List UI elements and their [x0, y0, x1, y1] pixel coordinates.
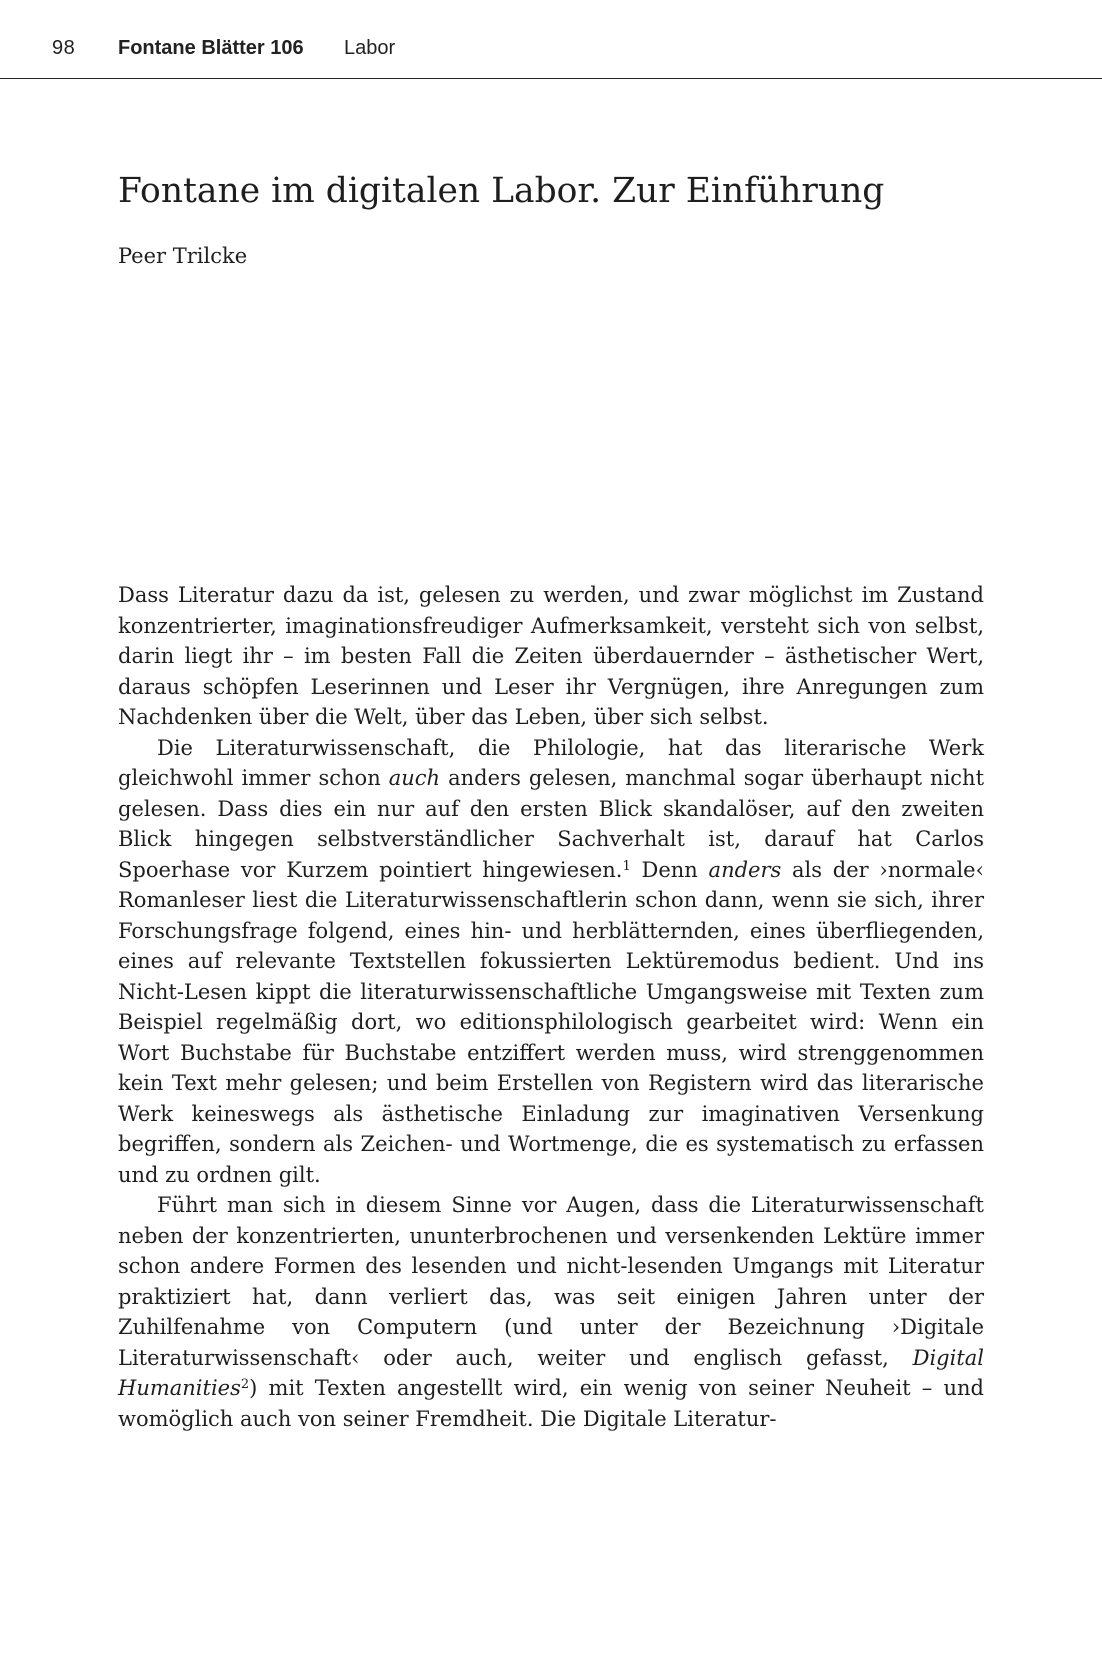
- article-body: [118, 580, 984, 1434]
- paragraph-2-text-a: Die Literaturwissenschaft, die Philologie, hat das literarische Werk gleichwohl immer schon: [118, 735, 984, 790]
- section-label: Labor: [344, 37, 396, 59]
- article-title: Fontane im digitalen Labor. Zur Einführung: [118, 171, 885, 211]
- paragraph-1: Dass Literatur dazu da ist, gelesen zu werden, und zwar möglichst im Zustand konzentrierter, imaginationsfreudiger Aufmerksamkeit, versteht sich von selbst, darin liegt ihr – im besten Fall die Zeiten überdauernder – ästhetischer Wert, daraus schöpfen Leserinnen und Leser ihr Vergnügen, ihre Anregungen zum Nachdenken über die Welt, über das Leben, über sich selbst.: [118, 583, 984, 729]
- paragraph-2-text-b: anders gelesen, manchmal sogar überhaupt nicht gelesen. Dass dies ein nur auf den ersten Blick skandalöser, auf den zweiten Blick hingegen selbstverständlicher Sachverhalt ist, darauf hat Carlos Spoerhase vor Kurzem pointiert hingewiesen.: [118, 766, 985, 882]
- running-head: [0, 0, 1102, 79]
- paragraph-3-emphasis-digital-humanities: Digital Humanities: [118, 1345, 984, 1400]
- paragraph-2-text-d: als der ›normale‹ Romanleser liest die Literaturwissenschaftlerin schon dann, wenn sie sich, ihrer Forschungsfrage folgend, eines hin- und herblätternden, eines überfliegenden, eines auf relevante Textstellen fokussierten Lektüremodus bedient. Und ins Nicht-Lesen kippt die literaturwissenschaftliche Umgangsweise mit Texten zum Beispiel regelmäßig dort, wo editionsphilologisch gearbeitet wird: Wenn ein Wort Buchstabe für Buchstabe entziffert werden muss, wird strenggenommen kein Text mehr gelesen; und beim Erstellen von Registern wird das literarische Werk keineswegs als ästhetische Einladung zur imaginativen Versenkung begriffen, sondern als Zeichen- und Wortmenge, die es systematisch zu erfassen und zu ordnen gilt.: [118, 857, 985, 1187]
- paragraph-2: [118, 733, 984, 1191]
- paragraph-2-emphasis-auch: auch: [388, 766, 441, 790]
- paragraph-2-text-c: Denn: [630, 857, 709, 882]
- journal-title: Fontane Blätter 106: [118, 37, 304, 59]
- paragraph-3-text-b: ) mit Texten angestellt wird, ein wenig von seiner Neuheit – und womöglich auch von seiner Fremdheit. Die Digitale Literatur-: [118, 1376, 984, 1431]
- paragraph-3-text-a: Führt man sich in diesem Sinne vor Augen, dass die Literaturwissenschaft neben der konzentrierten, ununterbrochenen und versenkenden Lektüre immer schon andere Formen des lesenden und nicht-lesenden Umgangs mit Literatur praktiziert hat, dann verliert das, was seit einigen Jahren unter der Zuhilfenahme von Computern (und unter der Bezeichnung ›Digitale Literaturwissenschaft‹ oder auch, weiter und englisch gefasst,: [118, 1193, 984, 1370]
- article-author: Peer Trilcke: [118, 244, 248, 268]
- footnote-marker-2: 2: [240, 1377, 250, 1392]
- paragraph-2-emphasis-anders: anders: [708, 857, 782, 882]
- footnote-marker-1: 1: [622, 858, 631, 874]
- page-number: 98: [52, 37, 76, 59]
- paragraph-3: [118, 1190, 984, 1434]
